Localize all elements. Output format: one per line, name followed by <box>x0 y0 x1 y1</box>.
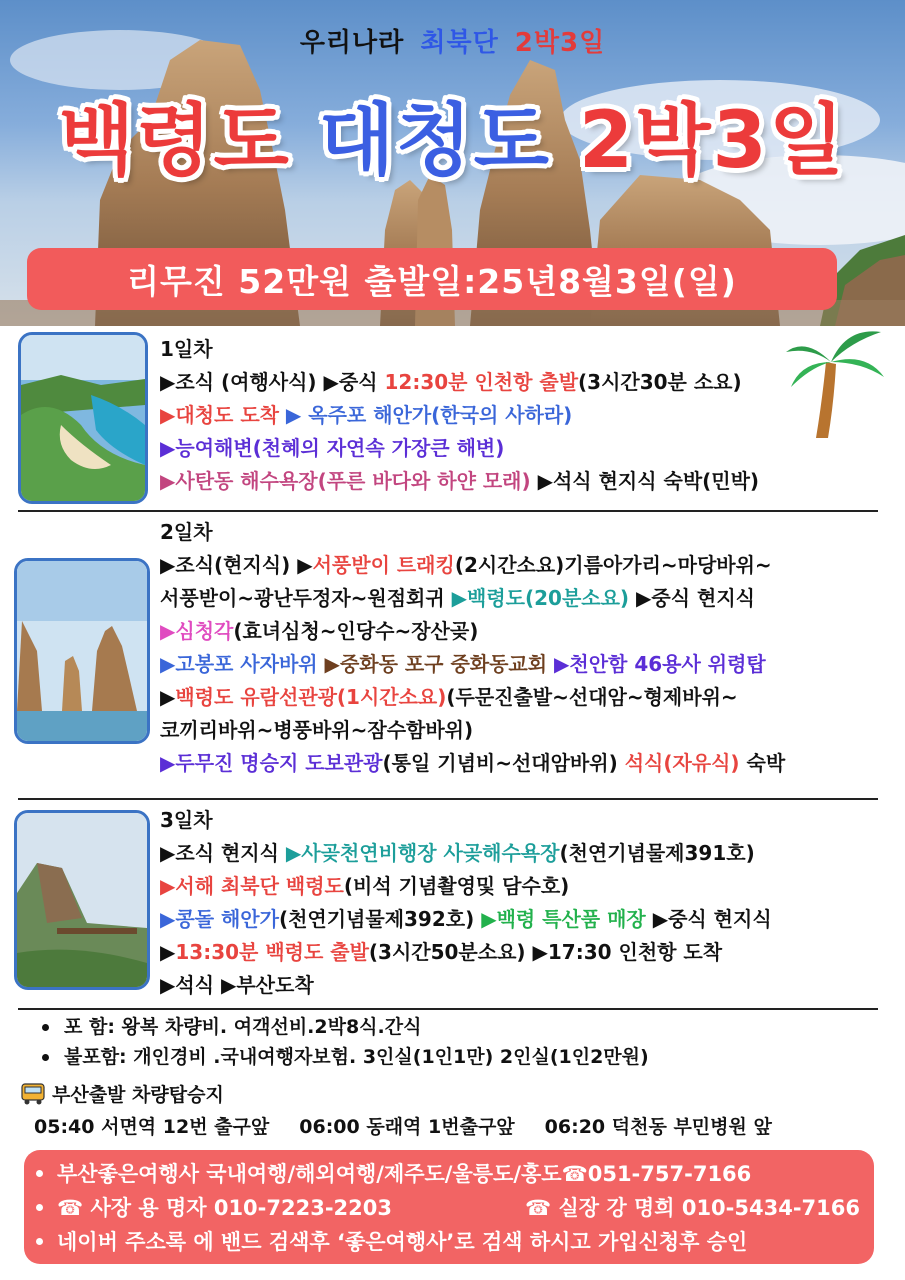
itinerary-segment: ▶조식 현지식 <box>160 841 286 865</box>
bullet <box>36 1238 43 1245</box>
manager-phone[interactable]: ☎ 실장 강 명희 010-5434-7166 <box>525 1196 860 1220</box>
itinerary-segment: 12:30분 인천항 출발 <box>384 370 579 394</box>
itinerary-segment: (천연기념물제391호) <box>559 841 755 865</box>
itinerary-segment: ▶콩돌 해안가 <box>160 907 279 931</box>
itinerary-segment: ▶백령도(20분소요) <box>451 586 630 610</box>
cliff-boardwalk-photo <box>14 810 150 990</box>
itinerary-segment: ▶천안함 46용사 위령탑 <box>547 652 766 676</box>
itinerary-segment: ▶서해 최북단 백령도 <box>160 874 344 898</box>
contact-naver-row <box>36 1224 860 1258</box>
inclusion-list <box>36 1012 649 1072</box>
itinerary-segment: ▶석식 현지식 숙박(민박) <box>530 469 760 493</box>
itinerary-segment: ▶중식 현지식 <box>629 586 755 610</box>
agency-phone[interactable]: 부산좋은여행사 국내여행/해외여행/제주도/울릉도/홍도☎051-757-7166 <box>57 1162 752 1186</box>
itinerary-segment: ▶고봉포 사자바위 <box>160 652 318 676</box>
day2-line-1 <box>160 549 785 582</box>
itinerary-segment: 13:30분 백령도 출발 <box>175 940 369 964</box>
itinerary-segment: (3시간30분 소요) <box>578 370 742 394</box>
divider-3 <box>18 1008 878 1010</box>
itinerary-segment: ▶두무진 명승지 도보관광 <box>160 751 383 775</box>
day3-line-5 <box>160 969 772 1002</box>
hero-section <box>0 0 905 326</box>
day1-line-2 <box>160 399 759 432</box>
day3-itinerary <box>160 804 772 1002</box>
itinerary-segment: 대청도 도착 <box>175 403 279 427</box>
day3-label: 3일차 <box>160 808 213 832</box>
itinerary-segment: ▶석식 ▶부산도착 <box>160 973 314 997</box>
day3-line-2 <box>160 870 772 903</box>
pickup-title-text: 부산출발 차량탑승지 <box>52 1084 224 1106</box>
itinerary-segment: ▶조식 (여행사식) ▶중식 <box>160 370 385 394</box>
day2-line-3 <box>160 615 785 648</box>
itinerary-segment: (통일 기념비~선대암바위) <box>382 751 625 775</box>
itinerary-segment: ▶백령 특산품 매장 <box>481 907 646 931</box>
itinerary-segment: ▶조식(현지식) ▶ <box>160 553 313 577</box>
itinerary-segment: ▶ <box>160 940 176 964</box>
day2-line-4 <box>160 648 785 681</box>
day2-itinerary <box>160 516 785 780</box>
itinerary-segment: ▶사탄동 해수욕장(푸른 바다와 하얀 모래) <box>160 469 531 493</box>
itinerary-segment: 코끼리바위~병풍바위~잠수함바위) <box>160 718 474 742</box>
boss-phone[interactable]: ☎ 사장 용 명자 010-7223-2203 <box>57 1196 392 1220</box>
itinerary-segment: ▶심청각 <box>160 619 234 643</box>
contact-box <box>24 1150 874 1264</box>
itinerary-segment: 석식(자유식) <box>624 751 740 775</box>
excludes-item: 불포함: 개인경비 .국내여행자보험. 3인실(1인1만) 2인실(1인2만원) <box>36 1042 649 1072</box>
palm-tree-icon <box>786 322 886 442</box>
eyebrow-northernmost: 최북단 <box>420 28 499 58</box>
day1-line-4 <box>160 465 759 498</box>
itinerary-segment: (2시간소요)기름아가리~마당바위~ <box>454 553 772 577</box>
eyebrow-country: 우리나라 <box>299 28 405 58</box>
itinerary-segment: (두문진출발~선대암~형제바위~ <box>446 685 738 709</box>
itinerary-segment: (천연기념물제392호) <box>278 907 482 931</box>
day1-itinerary <box>160 333 759 498</box>
bullet <box>36 1170 43 1177</box>
day2-line-7 <box>160 747 785 780</box>
naver-band-guide: 네이버 주소록 에 밴드 검색후 ‘좋은여행사’로 검색 하시고 가입신청후 승인 <box>57 1230 748 1254</box>
itinerary-segment: ▶중화동 포구 중화동교회 <box>317 652 548 676</box>
day1-line-3 <box>160 432 759 465</box>
day2-line-2 <box>160 582 785 615</box>
day3-line-4 <box>160 936 772 969</box>
pickup-dongnae: 06:00 동래역 1번출구앞 <box>299 1116 515 1138</box>
includes-item: 포 함: 왕복 차량비. 여객선비.2박8식.간식 <box>36 1012 649 1042</box>
day1-label: 1일차 <box>160 337 213 361</box>
itinerary-segment: 서풍받이 트래킹 <box>312 553 455 577</box>
pickup-deokcheon: 06:20 덕천동 부민병원 앞 <box>544 1116 772 1138</box>
itinerary-segment: ▶능여해변(천혜의 자연속 가장큰 해변) <box>160 436 505 460</box>
pickup-locations <box>34 1112 772 1139</box>
day2-line-5 <box>160 681 785 714</box>
price-date-banner: 리무진 52만원 출발일:25년8월3일(일) <box>27 248 837 310</box>
itinerary-segment: 백령도 유람선관광(1시간소요) <box>175 685 447 709</box>
contact-agency-row <box>36 1156 860 1190</box>
rock-pillars-photo <box>14 558 150 744</box>
contact-staff-row <box>36 1190 860 1224</box>
eyebrow-tagline <box>0 22 905 59</box>
itinerary-segment: 서풍받이~광난두정자~원점회귀 <box>160 586 452 610</box>
itinerary-segment: ▶ 옥주포 해안가(한국의 사하라) <box>278 403 573 427</box>
beach-coast-photo <box>18 332 148 504</box>
itinerary-segment: ▶ <box>160 403 176 427</box>
title-duration: 2박3일 <box>578 96 847 186</box>
day3-line-1 <box>160 837 772 870</box>
itinerary-segment: ▶ <box>160 685 176 709</box>
eyebrow-duration: 2박3일 <box>514 28 606 58</box>
day2-line-6 <box>160 714 785 747</box>
itinerary-segment: ▶중식 현지식 <box>645 907 772 931</box>
pickup-seomyeon: 05:40 서면역 12번 출구앞 <box>34 1116 270 1138</box>
itinerary-segment: (비석 기념촬영및 담수호) <box>343 874 570 898</box>
title-daecheongdo: 대청도 <box>318 96 551 186</box>
bullet <box>36 1204 43 1211</box>
day1-line-1 <box>160 366 759 399</box>
title-baengnyeongdo: 백령도 <box>58 96 291 186</box>
divider-2 <box>18 798 878 800</box>
itinerary-segment: 숙박 <box>739 751 786 775</box>
bus-icon <box>20 1082 46 1106</box>
main-title <box>0 78 905 190</box>
pickup-heading <box>20 1080 224 1107</box>
divider-1 <box>18 510 878 512</box>
day3-line-3 <box>160 903 772 936</box>
itinerary-segment: ▶사곶천연비행장 사곶해수욕장 <box>285 841 560 865</box>
itinerary-segment: (3시간50분소요) ▶17:30 인천항 도착 <box>368 940 723 964</box>
itinerary-segment: (효녀심청~인당수~장산곶) <box>233 619 479 643</box>
day2-label: 2일차 <box>160 520 213 544</box>
